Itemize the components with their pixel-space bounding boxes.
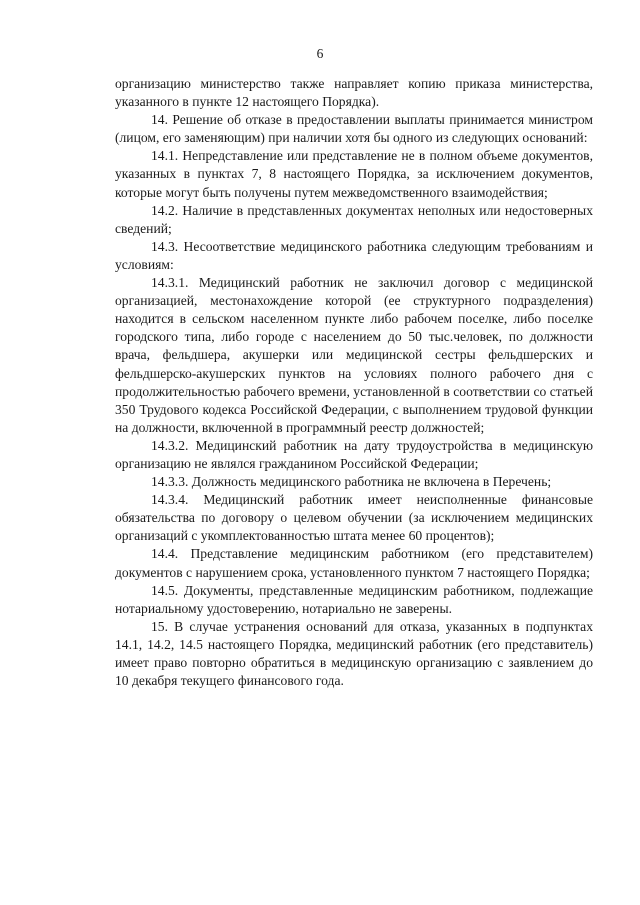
paragraph-14-1: 14.1. Непредставление или представление не в полном объеме документов, указанных в пунктах 7, 8 настоящего Порядка, за исключением документов, которые могут быть получены путем межведомственного взаимодействия; bbox=[115, 148, 593, 200]
paragraph-14: 14. Решение об отказе в предоставлении выплаты принимается министром (лицом, его заменяющим) при наличии хотя бы одного из следующих оснований: bbox=[115, 112, 593, 146]
paragraph-14-3-2: 14.3.2. Медицинский работник на дату трудоустройства в медицинскую организацию не являлся гражданином Российской Федерации; bbox=[115, 437, 593, 471]
paragraph-14-3-4: 14.3.4. Медицинский работник имеет неисполненные финансовые обязательства по договору о целевом обучении (за исключением медицинских организаций с укомплектованностью штата менее 60 процентов); bbox=[115, 492, 593, 544]
paragraph-continuation: организацию министерство также направляет копию приказа министерства, указанного в пункте 12 настоящего Порядка). bbox=[115, 76, 593, 110]
paragraph-14-3: 14.3. Несоответствие медицинского работника следующим требованиям и условиям: bbox=[115, 238, 593, 272]
paragraph-14-2: 14.2. Наличие в представленных документах неполных или недостоверных сведений; bbox=[115, 202, 593, 236]
page-number: 6 bbox=[316, 46, 324, 61]
paragraph-14-5: 14.5. Документы, представленные медицинским работником, подлежащие нотариальному удостоверению, нотариально не заверены. bbox=[115, 582, 593, 616]
document-body bbox=[115, 75, 593, 690]
paragraph-15: 15. В случае устранения оснований для отказа, указанных в подпунктах 14.1, 14.2, 14.5 настоящего Порядка, медицинский работник (его представитель) имеет право повторно обратиться в медицинскую организацию с заявлением до 10 декабря текущего финансового года. bbox=[115, 618, 593, 689]
paragraph-14-3-1: 14.3.1. Медицинский работник не заключил договор с медицинской организацией, местонахождение которой (ее структурного подразделения) находится в сельском населенном пункте либо рабочем поселке, либо поселке городского типа, либо городе с населением до 50 тыс.человек, по должности врача, фельдшера, акушерки или медицинской сестры фельдшерских и фельдшерско-акушерских пунктов на условиях полного рабочего дня с продолжительностью рабочего времени, установленной в соответствии со статьей 350 Трудового кодекса Российской Федерации, с выполнением трудовой функции на должности, включенной в программный реестр должностей; bbox=[115, 275, 593, 435]
paragraph-14-4: 14.4. Представление медицинским работником (его представителем) документов с нарушением срока, установленного пунктом 7 настоящего Порядка; bbox=[115, 546, 593, 580]
paragraph-14-3-3: 14.3.3. Должность медицинского работника не включена в Перечень; bbox=[151, 474, 552, 490]
